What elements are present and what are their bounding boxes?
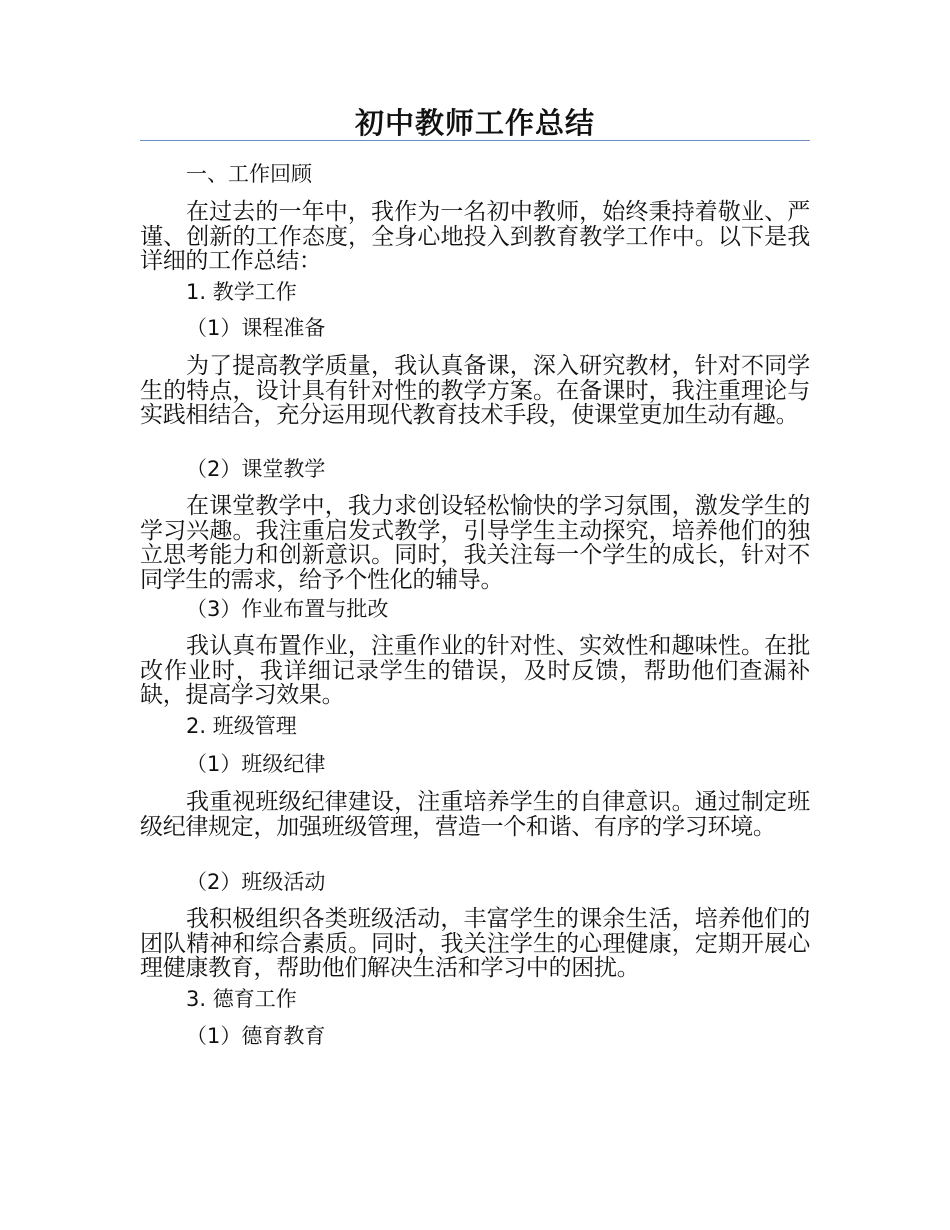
paragraph: 我积极组织各类班级活动，丰富学生的课余生活，培养他们的团队精神和综合素质。同时，我关注学生的心理健康，定期开展心理健康教育，帮助他们解决生活和学习中的困扰。: [140, 906, 810, 981]
section-heading: 一、工作回顾: [186, 162, 312, 186]
paragraph: 为了提高教学质量，我认真备课，深入研究教材，针对不同学生的特点，设计具有针对性的教学方案。在备课时，我注重理论与实践相结合，充分运用现代教育技术手段，使课堂更加生动有趣。: [140, 353, 810, 428]
document-title: 初中教师工作总结: [354, 106, 595, 140]
subsection-heading: （2）班级活动: [186, 870, 326, 894]
subsection-heading: （1）德育教育: [186, 1024, 326, 1048]
paragraph: 在过去的一年中，我作为一名初中教师，始终秉持着敬业、严谨、创新的工作态度，全身心地投入到教育教学工作中。以下是我详细的工作总结：: [140, 199, 810, 274]
subsection-heading: （1）课程准备: [186, 316, 326, 340]
section-heading: 3. 德育工作: [186, 987, 297, 1011]
paragraph: 在课堂教学中，我力求创设轻松愉快的学习氛围，激发学生的学习兴趣。我注重启发式教学，引导学生主动探究，培养他们的独立思考能力和创新意识。同时，我关注每一个学生的成长，针对不同学生的需求，给予个性化的辅导。: [140, 493, 810, 593]
section-heading: 1. 教学工作: [186, 280, 297, 304]
subsection-heading: （1）班级纪律: [186, 752, 326, 776]
paragraph: 我重视班级纪律建设，注重培养学生的自律意识。通过制定班级纪律规定，加强班级管理，营造一个和谐、有序的学习环境。: [140, 789, 810, 840]
subsection-heading: （3）作业布置与批改: [186, 597, 389, 621]
section-heading: 2. 班级管理: [186, 714, 297, 738]
subsection-heading: （2）课堂教学: [186, 457, 326, 481]
paragraph: 我认真布置作业，注重作业的针对性、实效性和趣味性。在批改作业时，我详细记录学生的错误，及时反馈，帮助他们查漏补缺，提高学习效果。: [140, 633, 810, 708]
title-underline: [140, 140, 810, 141]
